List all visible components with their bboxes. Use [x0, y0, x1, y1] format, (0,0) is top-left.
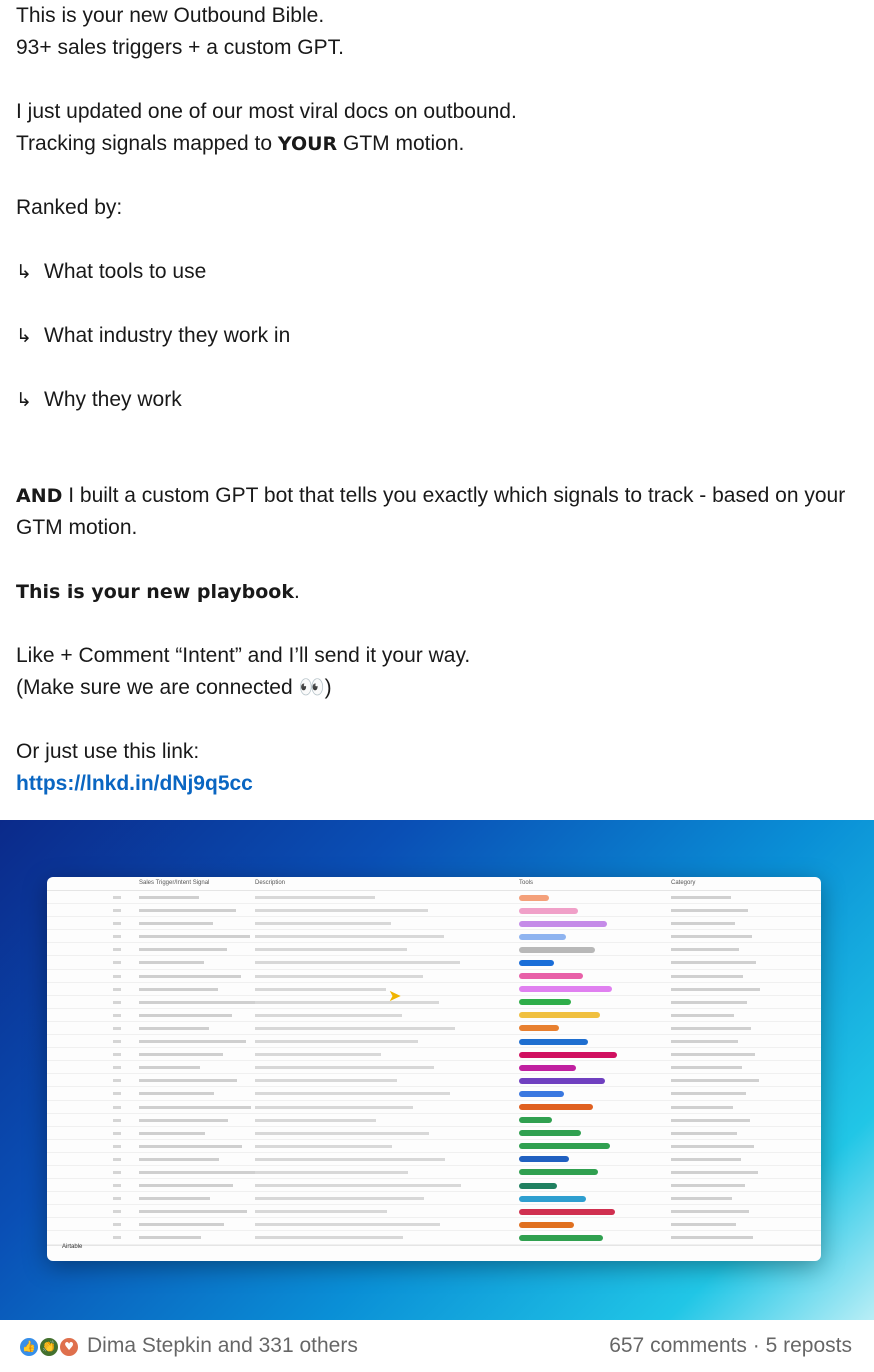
tool-tag	[519, 1183, 557, 1189]
tool-tag	[519, 895, 549, 901]
cell-bar	[255, 1210, 387, 1213]
table-row	[47, 930, 821, 943]
cell-bar	[113, 988, 121, 991]
spreadsheet-screenshot	[47, 877, 821, 1261]
table-row	[47, 1218, 821, 1231]
arrow-icon: ↳	[16, 389, 32, 411]
cell-bar	[139, 1236, 201, 1239]
cell-bar	[255, 1184, 461, 1187]
table-row	[47, 1153, 821, 1166]
cell-bar	[255, 1145, 392, 1148]
table-row	[47, 1048, 821, 1061]
cell-bar	[139, 896, 199, 899]
cell-bar	[139, 1119, 228, 1122]
table-row	[47, 943, 821, 956]
table-row	[47, 1009, 821, 1022]
cell-bar	[671, 1053, 755, 1056]
engagement-counts	[609, 1334, 852, 1358]
table-row	[47, 1074, 821, 1087]
cell-bar	[671, 948, 739, 951]
reposts-count[interactable]: 5 reposts	[765, 1334, 852, 1357]
cell-bar	[671, 1223, 736, 1226]
post-line: 93+ sales triggers + a custom GPT.	[16, 36, 344, 59]
cell-bar	[255, 961, 460, 964]
cell-bar	[113, 896, 121, 899]
cell-bar	[139, 1079, 237, 1082]
post-line	[16, 576, 866, 608]
cell-bar	[139, 922, 213, 925]
column-header: Category	[671, 880, 696, 886]
table-row	[47, 1127, 821, 1140]
bold-text: This is your new playbook	[16, 581, 294, 603]
post-image[interactable]	[0, 820, 874, 1320]
tool-tag	[519, 1012, 600, 1018]
cell-bar	[139, 988, 218, 991]
post-line	[16, 128, 866, 160]
bullet-text: What industry they work in	[44, 324, 291, 347]
cell-bar	[113, 1223, 121, 1226]
cell-bar	[255, 1014, 402, 1017]
text-span: Tracking signals mapped to	[16, 132, 278, 155]
cell-bar	[255, 948, 407, 951]
table-row	[47, 1035, 821, 1048]
cell-bar	[139, 1053, 223, 1056]
cell-bar	[255, 909, 428, 912]
bold-text: YOUR	[277, 133, 338, 155]
tool-tag	[519, 921, 607, 927]
cell-bar	[113, 1079, 121, 1082]
cell-bar	[139, 1210, 247, 1213]
cell-bar	[671, 1079, 759, 1082]
table-row	[47, 1061, 821, 1074]
cell-bar	[139, 1066, 200, 1069]
sheet-rows	[47, 891, 821, 1245]
table-row	[47, 1231, 821, 1244]
cell-bar	[113, 1053, 121, 1056]
cell-bar	[139, 1197, 210, 1200]
table-row	[47, 983, 821, 996]
cell-bar	[113, 1040, 121, 1043]
cell-bar	[255, 1040, 418, 1043]
post-line	[16, 768, 866, 800]
tool-tag	[519, 1104, 593, 1110]
cell-bar	[671, 1092, 746, 1095]
cell-bar	[255, 1119, 376, 1122]
cell-bar	[671, 1236, 753, 1239]
tool-tag	[519, 1209, 615, 1215]
cell-bar	[671, 975, 743, 978]
cell-bar	[255, 1079, 397, 1082]
cell-bar	[255, 1053, 381, 1056]
cell-bar	[255, 1158, 445, 1161]
table-row	[47, 1192, 821, 1205]
cell-bar	[139, 1223, 224, 1226]
cell-bar	[113, 1184, 121, 1187]
reaction-names[interactable]: Dima Stepkin and 331 others	[87, 1334, 358, 1357]
column-header: Description	[255, 880, 286, 886]
bullet-text: Why they work	[44, 388, 182, 411]
post-paragraph	[16, 480, 866, 544]
tool-tag	[519, 1052, 617, 1058]
cell-bar	[113, 922, 121, 925]
separator: ·	[746, 1334, 766, 1357]
cell-bar	[255, 922, 391, 925]
cell-bar	[113, 1171, 121, 1174]
cell-bar	[113, 1106, 121, 1109]
cell-bar	[255, 1027, 455, 1030]
cell-bar	[255, 975, 423, 978]
cell-bar	[113, 1210, 121, 1213]
cell-bar	[113, 961, 121, 964]
post-line: I just updated one of our most viral docs on outbound.	[16, 100, 517, 123]
cell-bar	[139, 1027, 209, 1030]
cell-bar	[255, 935, 444, 938]
tool-tag	[519, 1156, 569, 1162]
cell-bar	[139, 1092, 214, 1095]
cell-bar	[113, 948, 121, 951]
tool-tag	[519, 1078, 605, 1084]
cell-bar	[671, 935, 752, 938]
tool-tag	[519, 1169, 598, 1175]
cell-bar	[113, 1132, 121, 1135]
comments-count[interactable]: 657 comments	[609, 1334, 747, 1357]
table-row	[47, 1114, 821, 1127]
bold-text: AND	[16, 485, 63, 507]
text-span: .	[293, 580, 300, 603]
celebrate-icon: 👏	[38, 1336, 60, 1358]
post-line: Like + Comment “Intent” and I’ll send it your way.	[16, 644, 471, 667]
sheet-footer	[47, 1245, 821, 1261]
tool-tag	[519, 947, 595, 953]
tool-tag	[519, 1143, 610, 1149]
cell-bar	[671, 1210, 749, 1213]
tool-tag	[519, 1196, 586, 1202]
cell-bar	[139, 935, 250, 938]
cell-bar	[113, 1066, 121, 1069]
cell-bar	[255, 1171, 408, 1174]
tool-tag	[519, 999, 571, 1005]
cell-bar	[671, 1040, 738, 1043]
cell-bar	[113, 909, 121, 912]
post-line: Or just use this link:	[16, 740, 200, 763]
cell-bar	[671, 1158, 741, 1161]
bullet-tools	[16, 256, 866, 288]
post-line: (Make sure we are connected 👀)	[16, 676, 332, 699]
cell-bar	[139, 1040, 246, 1043]
cell-bar	[671, 988, 760, 991]
cell-bar	[255, 1066, 434, 1069]
cell-bar	[139, 1145, 242, 1148]
cell-bar	[671, 1145, 754, 1148]
table-row	[47, 1101, 821, 1114]
cell-bar	[113, 1197, 121, 1200]
like-icon: 👍	[18, 1336, 40, 1358]
tool-tag	[519, 1222, 574, 1228]
cell-bar	[255, 988, 386, 991]
table-row	[47, 891, 821, 904]
cell-bar	[255, 1132, 429, 1135]
airtable-logo: Airtable	[62, 1244, 83, 1250]
cell-bar	[255, 1223, 440, 1226]
cell-bar	[671, 896, 731, 899]
cell-bar	[671, 922, 735, 925]
column-header: Tools	[519, 880, 534, 886]
cell-bar	[139, 1158, 219, 1161]
cell-bar	[255, 896, 375, 899]
post-body	[16, 0, 866, 800]
cell-bar	[139, 1014, 232, 1017]
reaction-icons[interactable]	[18, 1336, 80, 1358]
cell-bar	[113, 1145, 121, 1148]
cell-bar	[671, 1184, 745, 1187]
tool-tag	[519, 973, 583, 979]
table-row	[47, 1205, 821, 1218]
social-counts-bar	[0, 1320, 874, 1372]
post-line: This is your new Outbound Bible.	[16, 4, 325, 27]
cell-bar	[139, 1001, 255, 1004]
cell-bar	[113, 1236, 121, 1239]
ranked-by-label: Ranked by:	[16, 196, 123, 219]
table-row	[47, 1087, 821, 1100]
cell-bar	[139, 1106, 251, 1109]
cell-bar	[113, 1119, 121, 1122]
tool-tag	[519, 908, 578, 914]
bullet-text: What tools to use	[44, 260, 207, 283]
tool-tag	[519, 1039, 588, 1045]
tool-tag	[519, 960, 554, 966]
cell-bar	[139, 1184, 233, 1187]
cell-bar	[113, 1001, 121, 1004]
cell-bar	[255, 1106, 413, 1109]
love-icon: ♥	[58, 1336, 80, 1358]
table-row	[47, 956, 821, 969]
tool-tag	[519, 1130, 581, 1136]
cell-bar	[671, 961, 756, 964]
text-span: GTM motion.	[337, 132, 465, 155]
cell-bar	[255, 1092, 450, 1095]
table-row	[47, 970, 821, 983]
cell-bar	[139, 1171, 256, 1174]
cell-bar	[139, 961, 204, 964]
table-row	[47, 1166, 821, 1179]
cell-bar	[255, 1236, 403, 1239]
bullet-why	[16, 384, 866, 416]
tool-tag	[519, 1025, 559, 1031]
arrow-icon: ↳	[16, 325, 32, 347]
table-row	[47, 917, 821, 930]
cell-bar	[671, 1171, 758, 1174]
cell-bar	[139, 975, 241, 978]
post-link[interactable]: https://lnkd.in/dNj9q5cc	[16, 772, 253, 795]
cell-bar	[113, 1092, 121, 1095]
cell-bar	[113, 1014, 121, 1017]
tool-tag	[519, 934, 566, 940]
cell-bar	[671, 1014, 734, 1017]
cell-bar	[671, 1001, 747, 1004]
cell-bar	[113, 935, 121, 938]
cell-bar	[255, 1001, 439, 1004]
tool-tag	[519, 1091, 564, 1097]
cell-bar	[671, 909, 748, 912]
sheet-header	[47, 877, 821, 891]
cell-bar	[113, 975, 121, 978]
cell-bar	[139, 948, 227, 951]
cell-bar	[139, 909, 236, 912]
cell-bar	[671, 1106, 733, 1109]
tool-tag	[519, 1235, 603, 1241]
bullet-industry	[16, 320, 866, 352]
column-header: Sales Trigger/Intent Signal	[139, 880, 210, 886]
cell-bar	[139, 1132, 205, 1135]
cell-bar	[671, 1132, 737, 1135]
cell-bar	[113, 1158, 121, 1161]
cell-bar	[671, 1027, 751, 1030]
tool-tag	[519, 986, 612, 992]
table-row	[47, 1179, 821, 1192]
table-row	[47, 1140, 821, 1153]
text-span: I built a custom GPT bot that tells you exactly which signals to track - based on your GTM motion.	[16, 484, 846, 539]
cell-bar	[671, 1119, 750, 1122]
cell-bar	[671, 1066, 742, 1069]
tool-tag	[519, 1117, 552, 1123]
tool-tag	[519, 1065, 576, 1071]
table-row	[47, 1022, 821, 1035]
table-row	[47, 904, 821, 917]
cursor-icon: ➤	[388, 988, 402, 1005]
cell-bar	[113, 1027, 121, 1030]
arrow-icon: ↳	[16, 261, 32, 283]
table-row	[47, 996, 821, 1009]
cell-bar	[671, 1197, 732, 1200]
cell-bar	[255, 1197, 424, 1200]
